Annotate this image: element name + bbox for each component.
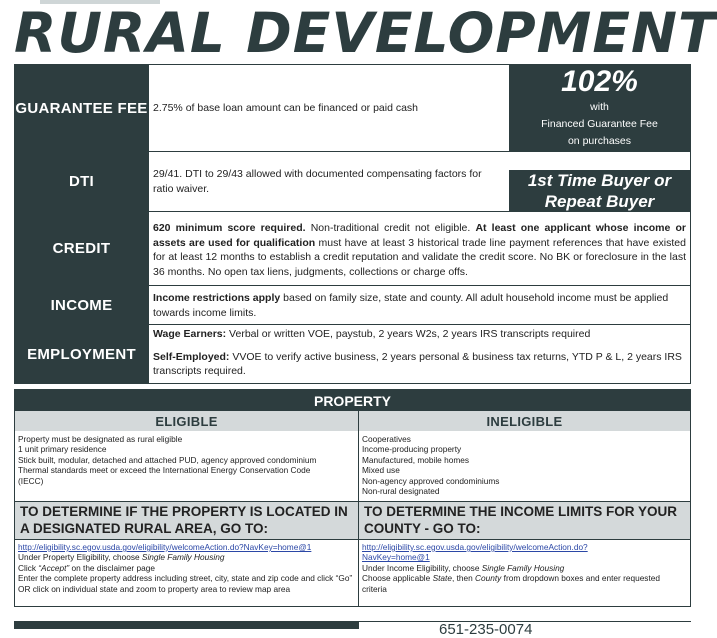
income-step-2-tail: from dropdown boxes and enter requested criteria <box>362 573 660 594</box>
income-step-1 <box>362 563 687 573</box>
income-step-2-state: State <box>432 573 452 584</box>
income-limits-heading: TO DETERMINE THE INCOME LIMITS FOR YOUR COUNTY - GO TO: <box>359 501 690 539</box>
income-step-2 <box>362 573 687 594</box>
income-text <box>149 286 690 324</box>
rural-area-heading: TO DETERMINE IF THE PROPERTY IS LOCATED IN A DESIGNATED RURAL AREA, GO TO: <box>15 501 358 539</box>
financed-percent: 102% <box>561 65 638 98</box>
buyer-type-callout <box>509 170 690 211</box>
property-row-divider <box>15 539 690 540</box>
ineligible-item: Non-agency approved condominiums <box>362 475 500 486</box>
dti-label: DTI <box>15 152 148 211</box>
property-column-divider <box>358 411 359 606</box>
rural-eligibility-link[interactable]: http://eligibility.sc.egov.usda.gov/eligibility/welcomeAction.do?NavKey=home@1 <box>18 542 312 552</box>
income-step-1-choice: Single Family Housing <box>481 562 565 573</box>
eligible-header: ELIGIBLE <box>15 411 358 431</box>
self-employed-label: Self-Employed: <box>153 350 230 363</box>
income-step-2-county: County <box>475 573 502 584</box>
rural-step-3: Enter the complete property address including street, city, state and zip code and click “Go” OR click on individual state and zoom to property area to review map area <box>18 573 353 594</box>
wage-earners-label: Wage Earners: <box>153 328 227 340</box>
employment-text <box>149 325 690 383</box>
ineligible-item: Cooperatives <box>362 434 411 444</box>
credit-text <box>149 212 690 285</box>
rural-instructions <box>15 539 358 606</box>
footer-contact <box>359 621 691 638</box>
financed-fee-callout <box>509 65 690 151</box>
self-employed-line <box>153 350 686 379</box>
footer-phone: 651-235-0074 <box>439 621 533 638</box>
buyer-line-1: 1st Time Buyer or <box>527 170 672 190</box>
eligible-item: 1 unit primary residence <box>18 444 107 455</box>
rural-step-2-tail: on the disclaimer page <box>69 562 155 573</box>
income-step-1-text: Under Income Eligibility, choose <box>362 562 482 573</box>
property-header: PROPERTY <box>15 390 690 411</box>
ineligible-item: Income-producing property <box>362 444 462 455</box>
eligible-item: Stick built, modular, detached and attached PUD, agency approved condominium <box>18 454 317 465</box>
credit-min-score: 620 minimum score required. <box>153 222 306 234</box>
financed-guarantee-fee: Financed Guarantee Fee <box>541 118 658 130</box>
property-row-divider <box>15 501 690 502</box>
ineligible-header: INELIGIBLE <box>359 411 690 431</box>
dti-text: 29/41. DTI to 29/43 allowed with documented compensating factors for ratio waiver. <box>153 168 482 195</box>
eligible-list <box>15 431 358 501</box>
rural-step-1-choice: Single Family Housing <box>141 552 225 563</box>
eligible-item: Property must be designated as rural eligible <box>18 434 183 444</box>
wage-earners-text: Verbal or written VOE, paystub, 2 years W2s, 2 years IRS transcripts required <box>226 328 591 340</box>
credit-label: CREDIT <box>15 212 148 285</box>
ineligible-item: Manufactured, mobile homes <box>362 454 469 465</box>
rural-step-1-text: Under Property Eligibility, choose <box>18 552 142 563</box>
credit-nontraditional: Non-traditional credit not eligible. <box>305 222 476 234</box>
income-restrictions: Income restrictions apply <box>153 292 281 304</box>
guarantee-fee-text: 2.75% of base loan amount can be financed or paid cash <box>153 101 419 114</box>
credit-applicant-requirement: At least one applicant whose income or assets are used for qualification <box>153 222 686 249</box>
rural-step-1 <box>18 552 355 562</box>
income-details: based on family size, state and county. All adult household income must be applied towards income limits. <box>153 292 669 319</box>
employment-label: EMPLOYMENT <box>15 325 148 383</box>
guarantee-fee-label: GUARANTEE FEE <box>15 65 148 151</box>
footer-bar <box>14 621 359 629</box>
income-instructions <box>359 539 690 606</box>
ineligible-list <box>359 431 690 501</box>
column-divider <box>148 65 149 383</box>
rural-step-2-accept: “Accept” <box>38 562 70 573</box>
credit-details: must have at least 3 historical trade line payment references that have existed for at least 12 months to establish a credit reputation and validate the credit score. No BK or foreclosure in the last 36 months. No open tax liens, judgments, collections or charge offs. <box>153 236 686 278</box>
buyer-line-2: Repeat Buyer <box>544 191 655 211</box>
rural-step-2-text: Click <box>18 562 39 573</box>
eligible-item: Thermal standards meet or exceed the International Energy Conservation Code <box>18 465 311 476</box>
financed-with: with <box>590 101 609 113</box>
page-title: RURAL DEVELOPMENT <box>14 1 717 65</box>
income-label: INCOME <box>15 286 148 324</box>
income-step-2-text: Choose applicable <box>362 573 433 584</box>
wage-earners-line <box>153 327 686 342</box>
rural-step-2 <box>18 563 355 573</box>
self-employed-text: VVOE to verify active business, 2 years personal & business tax returns, YTD P & L, 2 years IRS transcripts required. <box>153 350 682 377</box>
ineligible-item: Non-rural designated <box>362 486 440 497</box>
income-eligibility-link[interactable]: http://eligibility.sc.egov.usda.gov/eligibility/welcomeAction.do?NavKey=home@1 <box>362 542 588 563</box>
eligible-item: (IECC) <box>18 475 44 486</box>
ineligible-item: Mixed use <box>362 465 400 476</box>
income-step-2-then: , then <box>451 573 476 584</box>
financed-on-purchases: on purchases <box>567 135 632 147</box>
